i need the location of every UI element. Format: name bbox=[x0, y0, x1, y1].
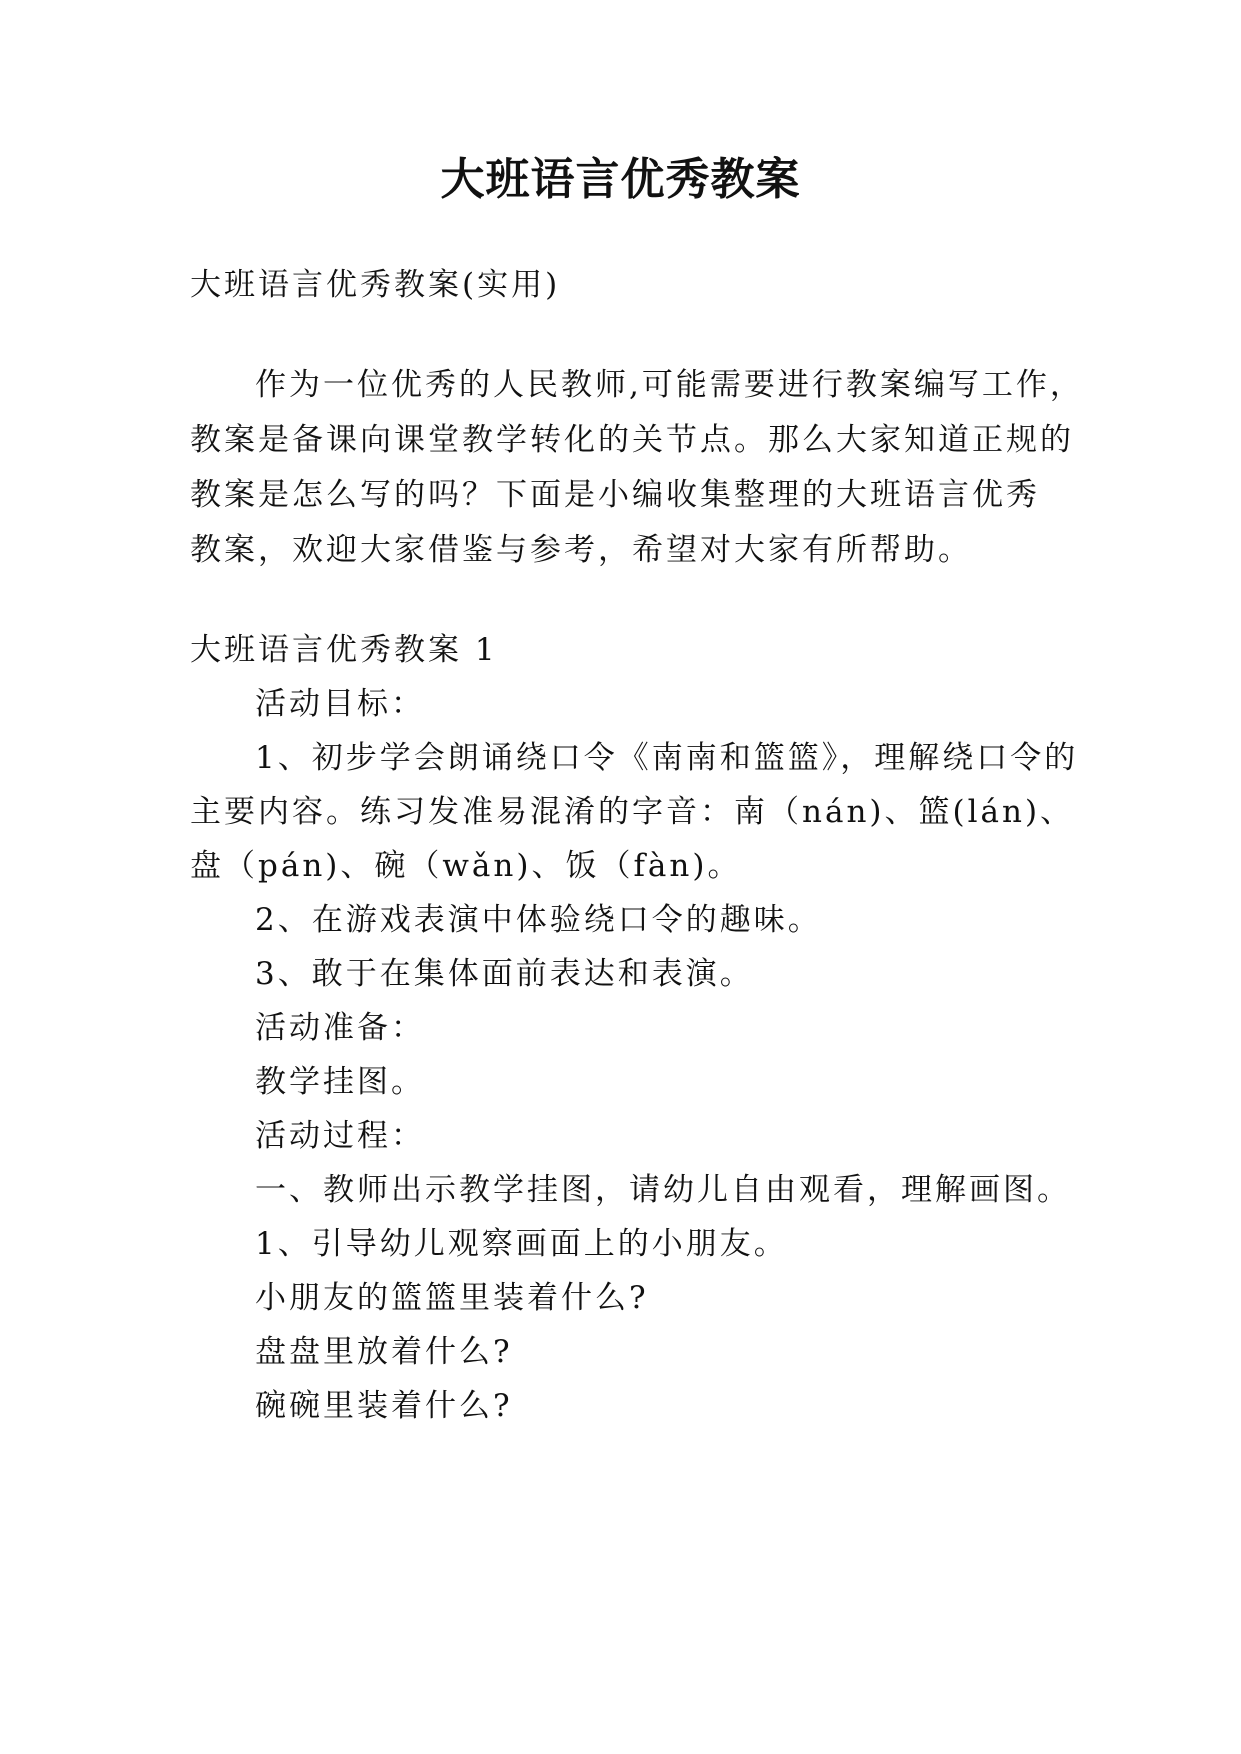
goal-3: 3、敢于在集体面前表达和表演。 bbox=[255, 956, 754, 992]
goal-1-line: 1、初步学会朗诵绕口令《南南和篮篮》，理解绕口令的 bbox=[255, 740, 1079, 776]
intro-line: 教案，欢迎大家借鉴与参考，希望对大家有所帮助。 bbox=[190, 532, 972, 568]
intro-line: 作为一位优秀的人民教师,可能需要进行教案编写工作， bbox=[255, 367, 1084, 403]
intro-line: 教案是备课向课堂教学转化的关节点。那么大家知道正规的 bbox=[190, 422, 1074, 458]
process-sub-1: 1、引导幼儿观察画面上的小朋友。 bbox=[255, 1226, 788, 1262]
section-heading: 大班语言优秀教案 1 bbox=[190, 632, 498, 668]
goal-1-line: 主要内容。练习发准易混淆的字音：南（nán)、篮(lán)、 bbox=[190, 794, 1075, 830]
question-line: 小朋友的篮篮里装着什么? bbox=[255, 1280, 649, 1316]
prep-label: 活动准备： bbox=[255, 1010, 425, 1046]
goal-1-line: 盘（pán)、碗（wǎn)、饭（fàn)。 bbox=[190, 848, 742, 884]
document-subtitle: 大班语言优秀教案(实用) bbox=[190, 267, 561, 303]
process-step-1: 一、教师出示教学挂图，请幼儿自由观看，理解画图。 bbox=[255, 1172, 1071, 1208]
goal-2: 2、在游戏表演中体验绕口令的趣味。 bbox=[255, 902, 822, 938]
document-title: 大班语言优秀教案 bbox=[440, 154, 801, 205]
process-label: 活动过程： bbox=[255, 1118, 425, 1154]
question-line: 盘盘里放着什么? bbox=[255, 1334, 513, 1370]
prep-item: 教学挂图。 bbox=[255, 1064, 425, 1100]
goals-label: 活动目标： bbox=[255, 686, 425, 722]
intro-line: 教案是怎么写的吗？下面是小编收集整理的大班语言优秀 bbox=[190, 477, 1040, 513]
question-line: 碗碗里装着什么? bbox=[255, 1388, 513, 1424]
